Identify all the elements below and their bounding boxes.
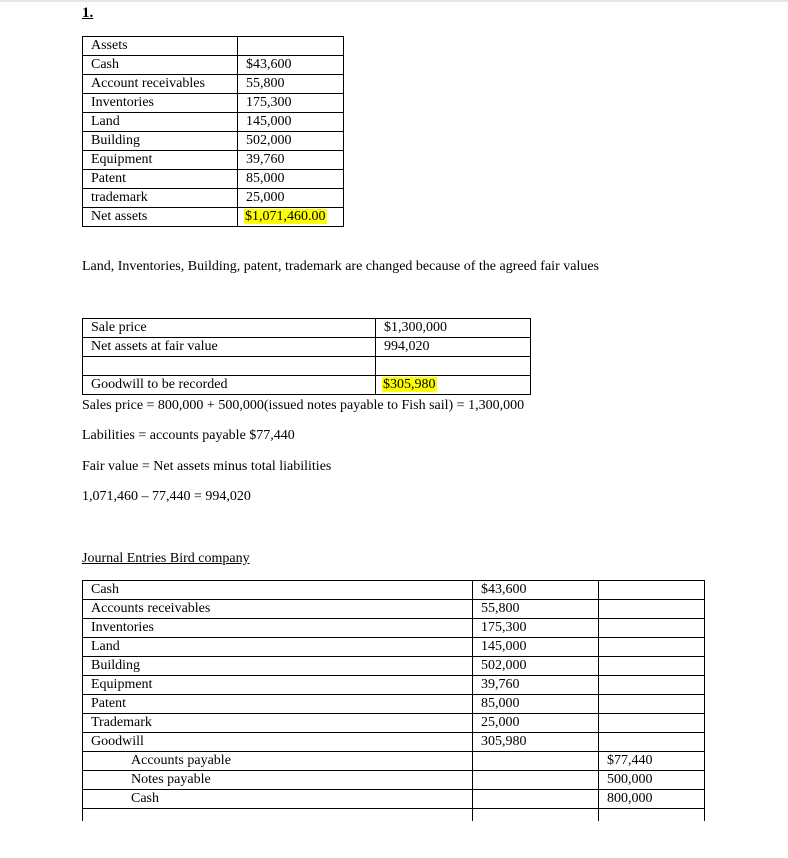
table-row (83, 676, 705, 695)
account-name: Patent (83, 695, 473, 714)
asset-value: 502,000 (238, 132, 344, 151)
page-top-border (0, 0, 788, 2)
asset-label: Land (83, 113, 238, 132)
liabilities-note: Labilities = accounts payable $77,440 (82, 428, 295, 443)
table-row (83, 56, 344, 75)
table-row (83, 208, 344, 227)
credit-account-name: Cash (83, 790, 473, 809)
account-name: Trademark (83, 714, 473, 733)
debit-amount: 175,300 (473, 619, 599, 638)
table-row (83, 657, 705, 676)
asset-label: Inventories (83, 94, 238, 113)
question-number: 1. (82, 5, 94, 21)
table-row (83, 638, 705, 657)
credit-account-name: Notes payable (83, 771, 473, 790)
debit-amount: 55,800 (473, 600, 599, 619)
debit-amount: 145,000 (473, 638, 599, 657)
table-row (83, 790, 705, 809)
table-row (83, 695, 705, 714)
asset-value: 25,000 (238, 189, 344, 208)
debit-amount: 502,000 (473, 657, 599, 676)
assets-header: Assets (83, 37, 238, 56)
table-row (83, 319, 531, 338)
table-row (83, 619, 705, 638)
account-name: Cash (83, 581, 473, 600)
goodwill-value: $305,980 (383, 377, 436, 392)
asset-label: Building (83, 132, 238, 151)
asset-label: Account receivables (83, 75, 238, 94)
asset-value: 175,300 (238, 94, 344, 113)
fair-value-definition: Fair value = Net assets minus total liabilities (82, 459, 332, 474)
sale-price-value: $1,300,000 (376, 319, 531, 338)
table-row (83, 357, 531, 376)
credit-amount: 500,000 (599, 771, 705, 790)
table-row (83, 714, 705, 733)
table-row (83, 94, 344, 113)
asset-label: Cash (83, 56, 238, 75)
fair-value-note: Land, Inventories, Building, patent, trademark are changed because of the agreed fair values (82, 259, 600, 274)
fair-value-calculation: 1,071,460 – 77,440 = 994,020 (82, 489, 251, 504)
table-row (83, 809, 705, 822)
journal-table (82, 580, 705, 821)
credit-amount: 800,000 (599, 790, 705, 809)
account-name: Inventories (83, 619, 473, 638)
asset-value: 55,800 (238, 75, 344, 94)
account-name: Equipment (83, 676, 473, 695)
asset-value: 85,000 (238, 170, 344, 189)
table-row (83, 376, 531, 395)
table-row (83, 151, 344, 170)
table-row (83, 189, 344, 208)
table-row (83, 581, 705, 600)
asset-value: $43,600 (238, 56, 344, 75)
goodwill-label: Goodwill to be recorded (83, 376, 376, 395)
sales-price-note: Sales price = 800,000 + 500,000(issued notes payable to Fish sail) = 1,300,000 (82, 398, 525, 413)
table-row (83, 170, 344, 189)
assets-table (82, 36, 344, 227)
asset-value: 39,760 (238, 151, 344, 170)
debit-amount: 25,000 (473, 714, 599, 733)
table-row (83, 113, 344, 132)
table-row (83, 752, 705, 771)
debit-amount: 85,000 (473, 695, 599, 714)
net-assets-fv-label: Net assets at fair value (83, 338, 376, 357)
credit-account-name: Accounts payable (83, 752, 473, 771)
goodwill-table (82, 318, 531, 395)
account-name: Goodwill (83, 733, 473, 752)
account-name: Land (83, 638, 473, 657)
debit-amount: 39,760 (473, 676, 599, 695)
debit-amount: $43,600 (473, 581, 599, 600)
table-row (83, 338, 531, 357)
debit-amount: 305,980 (473, 733, 599, 752)
asset-label: Equipment (83, 151, 238, 170)
net-assets-fv-value: 994,020 (376, 338, 531, 357)
credit-amount: $77,440 (599, 752, 705, 771)
sale-price-label: Sale price (83, 319, 376, 338)
table-row (83, 600, 705, 619)
table-row (83, 771, 705, 790)
asset-label: trademark (83, 189, 238, 208)
table-row (83, 733, 705, 752)
table-row (83, 132, 344, 151)
table-row (83, 37, 344, 56)
net-assets-value: $1,071,460.00 (245, 209, 326, 224)
account-name: Building (83, 657, 473, 676)
asset-label: Patent (83, 170, 238, 189)
table-row (83, 75, 344, 94)
journal-title: Journal Entries Bird company (82, 551, 250, 566)
net-assets-label: Net assets (83, 208, 238, 227)
asset-value: 145,000 (238, 113, 344, 132)
account-name: Accounts receivables (83, 600, 473, 619)
